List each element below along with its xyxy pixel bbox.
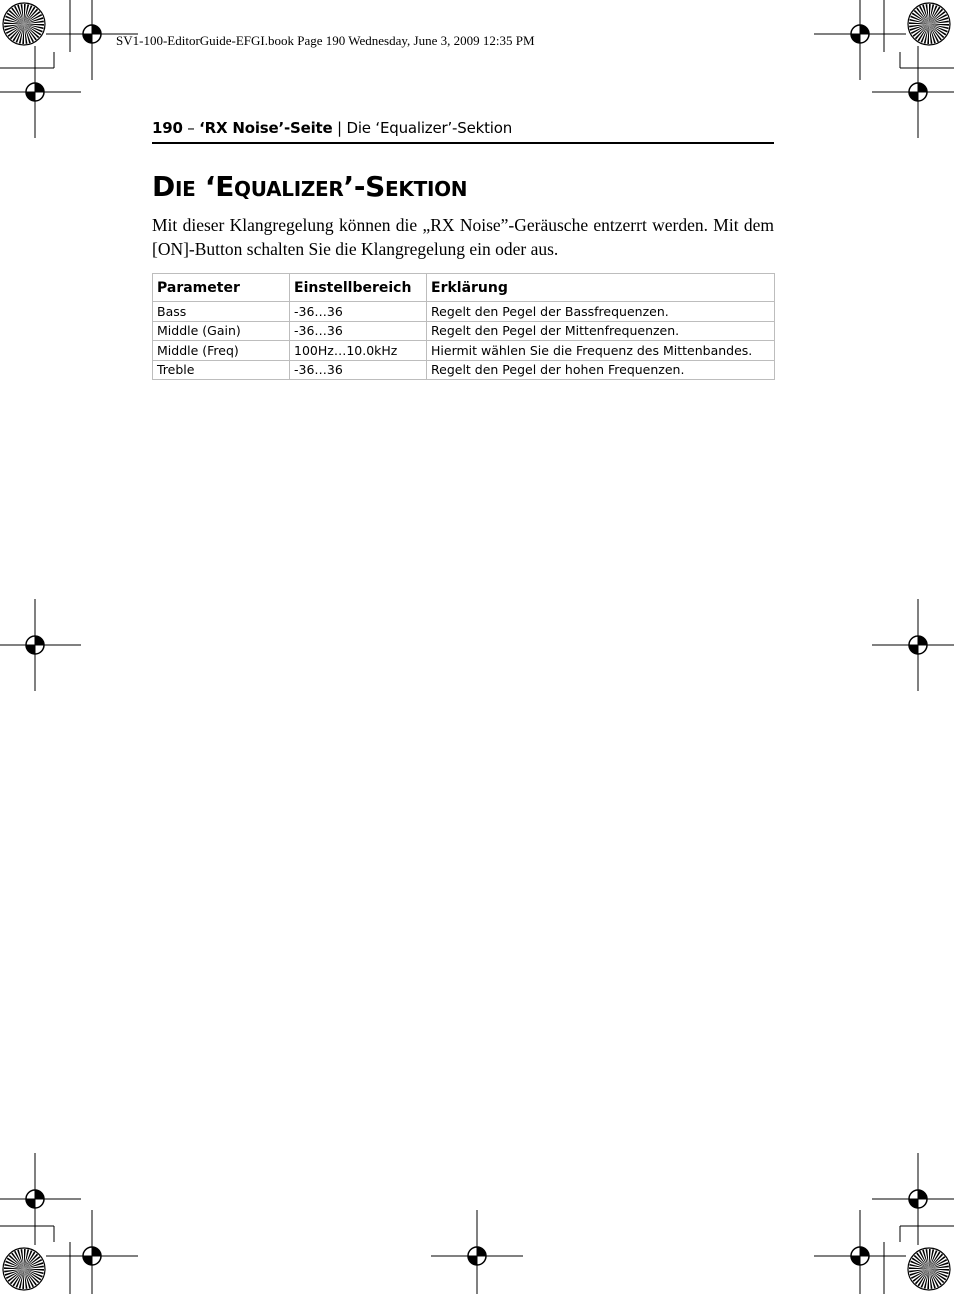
- starburst-ray: [929, 24, 949, 26]
- cell-parameter: Middle (Freq): [153, 341, 290, 361]
- starburst-ray: [927, 24, 929, 44]
- cell-explanation: Regelt den Pegel der Bassfrequenzen.: [427, 302, 775, 322]
- table-row: [153, 341, 775, 361]
- starburst-ray: [24, 1249, 26, 1269]
- cell-explanation: Regelt den Pegel der hohen Frequenzen.: [427, 360, 775, 380]
- cell-parameter: Treble: [153, 360, 290, 380]
- cell-range: -36…36: [290, 321, 427, 341]
- header-parameter: Parameter: [153, 274, 290, 302]
- cell-parameter: Bass: [153, 302, 290, 322]
- cell-range: -36…36: [290, 302, 427, 322]
- starburst-ray: [22, 24, 24, 44]
- header-range: Einstellbereich: [290, 274, 427, 302]
- table-row: [153, 302, 775, 322]
- parameter-table: [152, 273, 775, 380]
- starburst-ray: [927, 1269, 929, 1289]
- section-title: Die ‘Equalizer’-Sektion: [152, 170, 468, 203]
- intro-paragraph: Mit dieser Klangregelung können die „RX Noise”-Geräusche entzerrt werden. Mit dem [ON]-Button schalten Sie die Klangregelung ein oder aus.: [152, 215, 774, 259]
- slug-line: SV1-100-EditorGuide-EFGI.book Page 190 Wednesday, June 3, 2009 12:35 PM: [116, 33, 535, 48]
- running-head-section: Die ‘Equalizer’-Sektion: [346, 119, 513, 137]
- starburst-ray: [24, 1269, 44, 1271]
- starburst-ray: [24, 24, 44, 26]
- running-head-chapter: ‘RX Noise’-Seite: [199, 119, 333, 137]
- table-header-row: [153, 274, 775, 302]
- cell-explanation: Regelt den Pegel der Mittenfrequenzen.: [427, 321, 775, 341]
- cell-explanation: Hiermit wählen Sie die Frequenz des Mittenbandes.: [427, 341, 775, 361]
- starburst-ray: [4, 1267, 24, 1269]
- starburst-ray: [929, 1269, 949, 1271]
- running-head: [152, 119, 512, 137]
- header-rule: [152, 142, 774, 144]
- cell-range: -36…36: [290, 360, 427, 380]
- running-head-separator: –: [182, 119, 200, 137]
- starburst-ray: [929, 4, 931, 24]
- cell-range: 100Hz…10.0kHz: [290, 341, 427, 361]
- starburst-ray: [909, 22, 929, 24]
- starburst-ray: [22, 1269, 24, 1289]
- starburst-ray: [929, 1249, 931, 1269]
- starburst-ray: [909, 1267, 929, 1269]
- table-row: [153, 321, 775, 341]
- header-explanation: Erklärung: [427, 274, 775, 302]
- starburst-ray: [4, 22, 24, 24]
- page-number: 190: [152, 119, 183, 137]
- starburst-ray: [24, 4, 26, 24]
- table-row: [153, 360, 775, 380]
- running-head-divider: |: [332, 119, 347, 137]
- cell-parameter: Middle (Gain): [153, 321, 290, 341]
